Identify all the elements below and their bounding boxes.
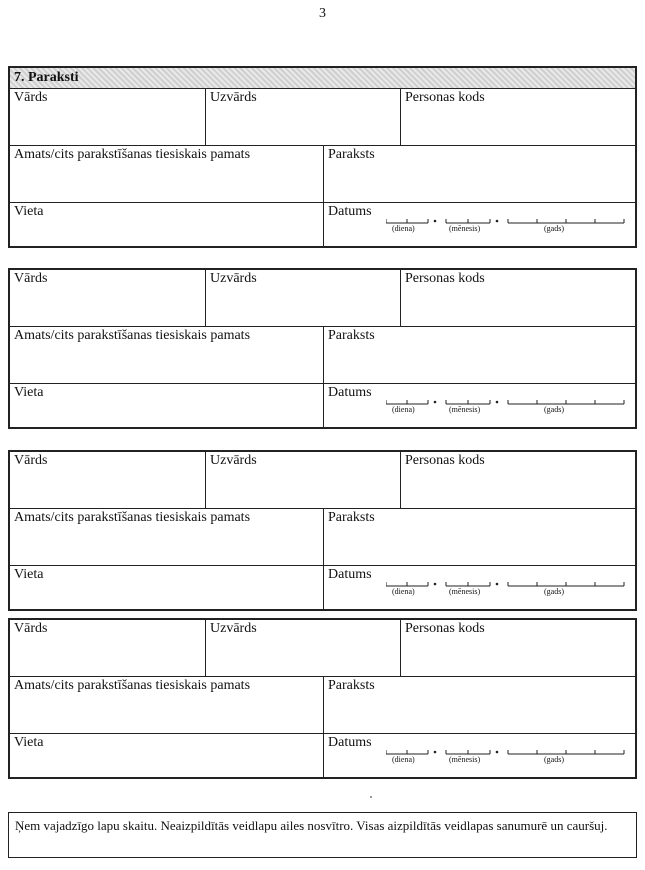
name-row [10, 270, 635, 327]
signature-block-1 [8, 66, 637, 248]
gads-label: (gads) [544, 405, 564, 414]
amats-label: Amats/cits parakstīšanas tiesiskais pamats [14, 510, 251, 525]
personas-kods-field[interactable] [400, 620, 635, 676]
page-number: 3 [319, 6, 326, 21]
menesis-label: (mēnesis) [449, 405, 481, 414]
datums-field[interactable] [323, 734, 635, 777]
position-row [10, 146, 635, 203]
name-row [10, 620, 635, 677]
vards-label: Vārds [14, 453, 48, 468]
paraksts-field[interactable] [323, 677, 635, 733]
date-input[interactable] [386, 390, 626, 418]
personas-kods-label: Personas kods [405, 621, 485, 636]
amats-field[interactable] [10, 509, 323, 565]
personas-kods-field[interactable] [400, 452, 635, 508]
gads-label: (gads) [544, 755, 564, 764]
date-input[interactable] [386, 209, 626, 237]
name-row [10, 89, 635, 146]
datums-label: Datums [328, 567, 372, 582]
personas-kods-field[interactable] [400, 270, 635, 326]
diena-label: (diena) [392, 587, 415, 596]
vards-field[interactable] [10, 270, 205, 326]
signature-block-2 [8, 268, 637, 429]
menesis-label: (mēnesis) [449, 755, 481, 764]
vieta-label: Vieta [14, 567, 44, 582]
vieta-field[interactable] [10, 384, 323, 427]
date-input[interactable] [386, 572, 626, 600]
vieta-label: Vieta [14, 735, 44, 750]
diena-label: (diena) [392, 405, 415, 414]
paraksts-field[interactable] [323, 327, 635, 383]
amats-field[interactable] [10, 677, 323, 733]
gads-label: (gads) [544, 224, 564, 233]
place-date-row [10, 734, 635, 777]
diena-label: (diena) [392, 755, 415, 764]
uzvards-field[interactable] [205, 270, 400, 326]
amats-field[interactable] [10, 146, 323, 202]
vards-field[interactable] [10, 452, 205, 508]
menesis-label: (mēnesis) [449, 224, 481, 233]
amats-label: Amats/cits parakstīšanas tiesiskais pamats [14, 678, 251, 693]
signature-block-4 [8, 618, 637, 779]
vieta-field[interactable] [10, 203, 323, 246]
datums-label: Datums [328, 204, 372, 219]
place-date-row [10, 566, 635, 609]
personas-kods-label: Personas kods [405, 271, 485, 286]
vards-label: Vārds [14, 621, 48, 636]
uzvards-field[interactable] [205, 452, 400, 508]
uzvards-field[interactable] [205, 620, 400, 676]
position-row [10, 509, 635, 566]
paraksts-label: Paraksts [328, 510, 375, 525]
amats-field[interactable] [10, 327, 323, 383]
position-row [10, 327, 635, 384]
datums-label: Datums [328, 735, 372, 750]
paraksts-label: Paraksts [328, 678, 375, 693]
paraksts-field[interactable] [323, 146, 635, 202]
uzvards-label: Uzvārds [210, 453, 257, 468]
datums-label: Datums [328, 385, 372, 400]
date-input[interactable] [386, 740, 626, 768]
amats-label: Amats/cits parakstīšanas tiesiskais pamats [14, 328, 251, 343]
vieta-field[interactable] [10, 734, 323, 777]
uzvards-label: Uzvārds [210, 90, 257, 105]
vards-field[interactable] [10, 620, 205, 676]
uzvards-label: Uzvārds [210, 621, 257, 636]
place-date-row [10, 384, 635, 427]
place-date-row [10, 203, 635, 246]
uzvards-label: Uzvārds [210, 271, 257, 286]
signature-block-3 [8, 450, 637, 611]
gads-label: (gads) [544, 587, 564, 596]
datums-field[interactable] [323, 203, 635, 246]
personas-kods-field[interactable] [400, 89, 635, 145]
stray-mark [370, 796, 372, 798]
datums-field[interactable] [323, 566, 635, 609]
vards-label: Vārds [14, 271, 48, 286]
footer-note: Ņem vajadzīgo lapu skaitu. Neaizpildītās veidlapu ailes nosvītro. Visas aizpildītās veidlapas sanumurē un cauršuj. [8, 812, 637, 858]
section-title: 7. Paraksti [10, 68, 635, 89]
vards-field[interactable] [10, 89, 205, 145]
menesis-label: (mēnesis) [449, 587, 481, 596]
diena-label: (diena) [392, 224, 415, 233]
paraksts-label: Paraksts [328, 147, 375, 162]
uzvards-field[interactable] [205, 89, 400, 145]
datums-field[interactable] [323, 384, 635, 427]
vards-label: Vārds [14, 90, 48, 105]
paraksts-field[interactable] [323, 509, 635, 565]
personas-kods-label: Personas kods [405, 453, 485, 468]
position-row [10, 677, 635, 734]
vieta-label: Vieta [14, 204, 44, 219]
name-row [10, 452, 635, 509]
personas-kods-label: Personas kods [405, 90, 485, 105]
amats-label: Amats/cits parakstīšanas tiesiskais pamats [14, 147, 251, 162]
paraksts-label: Paraksts [328, 328, 375, 343]
vieta-field[interactable] [10, 566, 323, 609]
vieta-label: Vieta [14, 385, 44, 400]
